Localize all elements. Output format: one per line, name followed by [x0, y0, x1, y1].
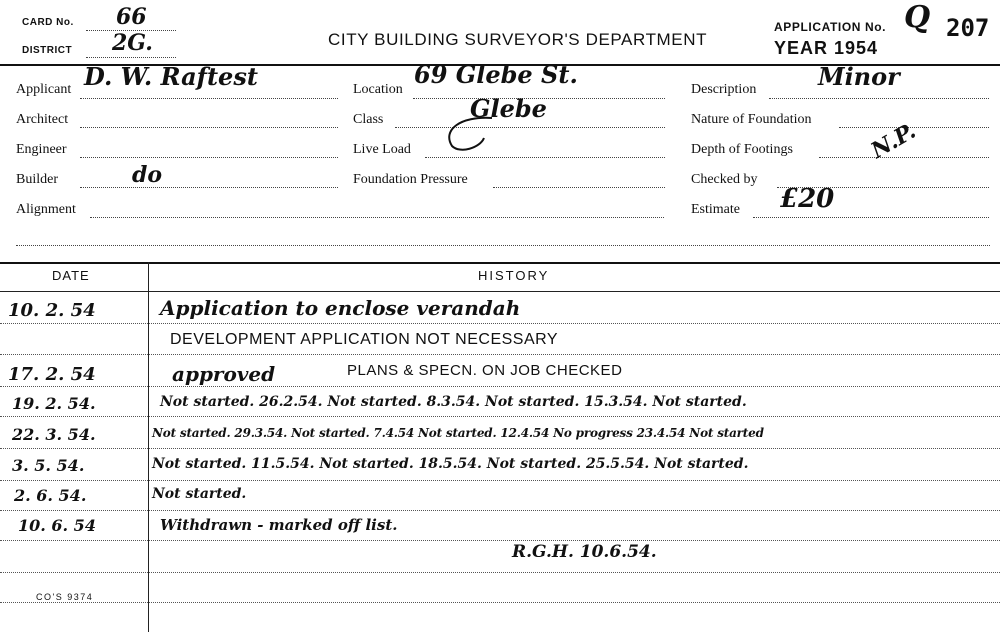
header-rule: [0, 291, 1000, 292]
card-no-value: 66: [116, 4, 147, 30]
description-label: Description: [691, 82, 757, 97]
form-code: CO'S 9374: [36, 592, 94, 602]
applicant-dots: [80, 98, 338, 99]
row-rule: [0, 480, 1000, 481]
alignment-label: Alignment: [16, 202, 76, 217]
architect-label: Architect: [16, 112, 69, 127]
row-rule: [0, 448, 1000, 449]
row-rule: [0, 323, 1000, 324]
class-value: Glebe: [470, 94, 547, 123]
row-rule: [0, 540, 1000, 541]
engineer-label: Engineer: [16, 142, 67, 157]
entry-text: Not started. 26.2.54. Not started. 8.3.54. Not started. 15.3.54. Not started.: [160, 394, 747, 410]
engineer-dots: [80, 157, 338, 158]
depth-of-footings-label: Depth of Footings: [691, 142, 793, 157]
location-label: Location: [353, 82, 403, 97]
nature-of-foundation-dots: [839, 127, 989, 128]
architect-dots: [80, 127, 338, 128]
entry-date: 17. 2. 54: [8, 364, 96, 385]
live-load-label: Live Load: [353, 142, 411, 157]
description-dots: [769, 98, 989, 99]
entry-date: 3. 5. 54.: [12, 456, 85, 475]
class-label: Class: [353, 112, 384, 127]
department-title: CITY BUILDING SURVEYOR'S DEPARTMENT: [328, 30, 708, 49]
history-top-rule: [0, 262, 1000, 264]
row-rule: [0, 572, 1000, 573]
entry-date: 22. 3. 54.: [12, 425, 96, 444]
entry-date: 2. 6. 54.: [14, 486, 87, 505]
row-rule: [0, 602, 1000, 603]
entry-stamp: DEVELOPMENT APPLICATION NOT NECESSARY: [170, 331, 559, 348]
alignment-dots: [90, 217, 664, 218]
builder-label: Builder: [16, 172, 58, 187]
estimate-label: Estimate: [691, 202, 740, 217]
row-rule: [0, 386, 1000, 387]
extra-dots: [16, 245, 990, 246]
nature-of-foundation-label: Nature of Foundation: [691, 112, 812, 127]
description-value: Minor: [818, 62, 900, 91]
applicant-label: Applicant: [16, 82, 72, 97]
depth-of-footings-value: N.P.: [866, 118, 921, 164]
live-load-dots: [425, 157, 665, 158]
location-value: 69 Glebe St.: [414, 60, 578, 89]
foundation-pressure-dots: [493, 187, 665, 188]
district-value: 2G.: [112, 30, 153, 56]
history-header: HISTORY: [478, 268, 550, 283]
application-no-value: 207: [946, 14, 990, 42]
entry-text: Not started. 11.5.54. Not started. 18.5.54. Not started. 25.5.54. Not started.: [152, 456, 749, 472]
estimate-value: £20: [780, 184, 835, 214]
district-label: DISTRICT: [22, 45, 73, 56]
year-label: YEAR 1954: [774, 38, 879, 58]
entry-text: Withdrawn - marked off list.: [160, 516, 398, 534]
application-no-label: APPLICATION No.: [774, 20, 887, 34]
checked-by-label: Checked by: [691, 172, 758, 187]
entry-text: Not started. 29.3.54. Not started. 7.4.54 Not started. 12.4.54 No progress 23.4.54 Not started: [152, 426, 764, 440]
entry-text: approved: [172, 362, 276, 386]
entry-date: 10. 2. 54: [8, 300, 96, 321]
date-column-rule: [148, 262, 149, 632]
applicant-value: D. W. Raftest: [84, 62, 258, 91]
entry-stamp: PLANS & SPECN. ON JOB CHECKED: [347, 362, 623, 379]
class-flourish: [430, 110, 510, 154]
builder-value: do: [132, 162, 163, 188]
builder-dots: [80, 187, 338, 188]
entry-text: Not started.: [152, 486, 247, 502]
entry-text: Application to enclose verandah: [160, 296, 521, 320]
foundation-pressure-label: Foundation Pressure: [353, 172, 468, 187]
date-header: DATE: [52, 268, 90, 283]
entry-date: 10. 6. 54: [18, 516, 96, 535]
district-dots: [86, 57, 176, 58]
application-no-mark: Q: [904, 0, 931, 35]
estimate-dots: [753, 217, 989, 218]
depth-of-footings-dots: [819, 157, 989, 158]
row-rule: [0, 510, 1000, 511]
signature: R.G.H. 10.6.54.: [512, 542, 657, 562]
row-rule: [0, 416, 1000, 417]
entry-date: 19. 2. 54.: [12, 394, 96, 413]
row-rule: [0, 354, 1000, 355]
card-no-label: CARD No.: [22, 17, 74, 28]
